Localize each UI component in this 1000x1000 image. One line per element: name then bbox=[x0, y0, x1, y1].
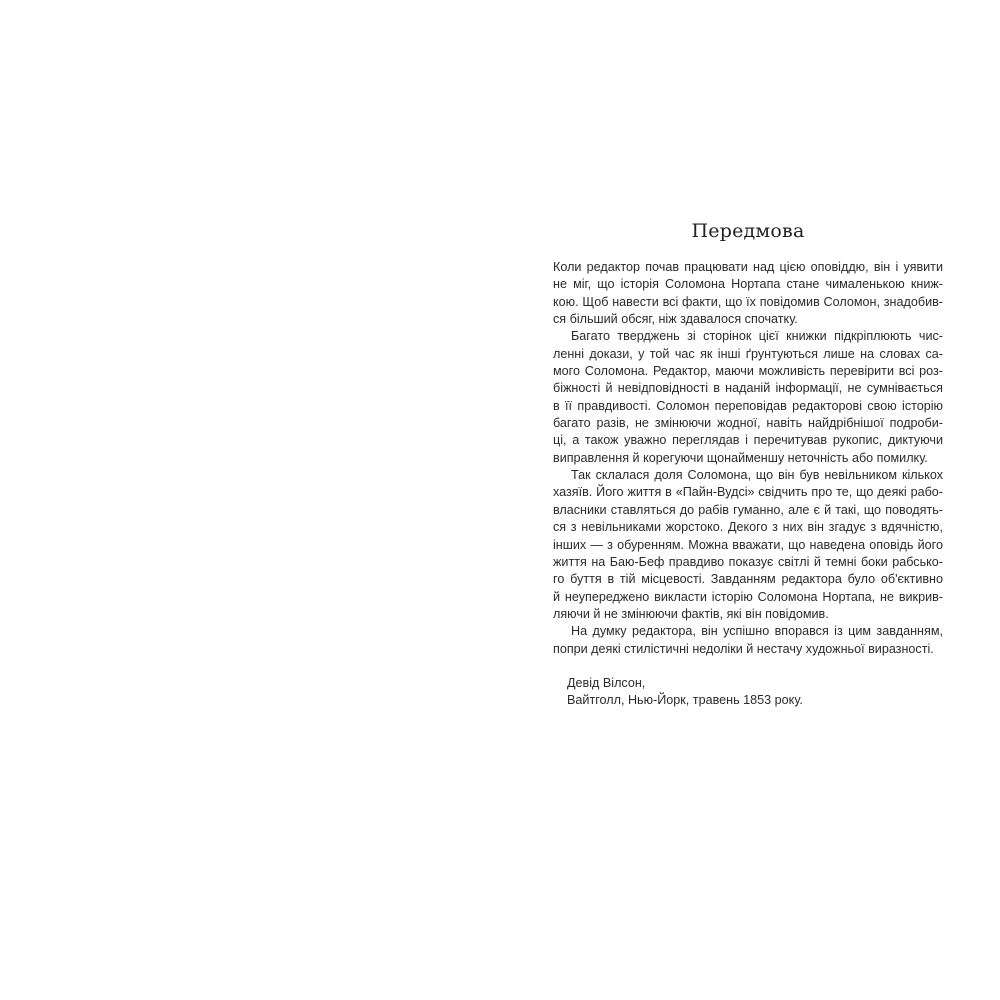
page-title: Передмова bbox=[691, 220, 805, 242]
text-line: попри деякі стилістичні недоліки й нестачу художньої виразності. bbox=[553, 641, 934, 656]
paragraph-4 bbox=[553, 623, 943, 658]
text-line: Багато тверджень зі сторінок цієї книжки підкріплюють чис- bbox=[571, 329, 943, 344]
text-line: й неупереджено викласти історію Соломона Нортапа, не викрив- bbox=[553, 589, 943, 604]
text-line: ся з невільниками жорстоко. Декого з них він згадує з вдячністю, bbox=[553, 520, 943, 535]
text-line: ці, а також уважно переглядав і перечитував рукопис, диктуючи bbox=[553, 433, 943, 448]
text-line: в її правдивості. Соломон переповідав редакторові свою історію bbox=[553, 398, 943, 413]
text-line: Коли редактор почав працювати над цією оповіддю, він і уявити bbox=[553, 260, 943, 274]
text-line: інших — з обуренням. Можна вважати, що наведена оповідь його bbox=[553, 537, 943, 552]
text-line: біжності й невідповідності в наданій інформації, не сумнівається bbox=[553, 381, 943, 396]
text-line: багато разів, не змінюючи жодної, навіть найдрібнішої подроби- bbox=[553, 416, 943, 431]
text-line: ленні докази, у той час як інші ґрунтуються лише на словах са- bbox=[553, 346, 943, 361]
text-line: не міг, що історія Соломона Нортапа стане чималенькою книж- bbox=[553, 277, 943, 292]
signature-name: Девід Вілсон, bbox=[567, 675, 646, 690]
text-line: кою. Щоб навести всі факти, що їх повідомив Соломон, знадобив- bbox=[553, 294, 943, 309]
document-page bbox=[553, 200, 943, 710]
signature-block bbox=[553, 675, 943, 710]
paragraph-3 bbox=[553, 467, 943, 623]
text-line: На думку редактора, він успішно впорався із цим завданням, bbox=[571, 624, 943, 639]
text-line: життя на Баю-Беф правдиво показує світлі й темні боки рабсько- bbox=[553, 554, 943, 569]
text-line: власники ставляться до рабів гуманно, але є й такі, що поводять- bbox=[553, 502, 943, 517]
signature-place-date: Вайтголл, Нью-Йорк, травень 1853 року. bbox=[567, 693, 803, 708]
text-line: мого Соломона. Редактор, маючи можливість перевірити всі роз- bbox=[553, 364, 943, 379]
text-line: Так склалася доля Соломона, що він був невільником кількох bbox=[571, 468, 943, 483]
paragraph-2 bbox=[553, 328, 943, 467]
text-line: ся більший обсяг, ніж здавалося спочатку. bbox=[553, 312, 798, 327]
preface-body bbox=[553, 259, 943, 710]
paragraph-1 bbox=[553, 259, 943, 328]
text-line: го буття в тій місцевості. Завданням редактора було об'єктивно bbox=[553, 572, 943, 587]
text-line: ляючи й не змінюючи фактів, які він повідомив. bbox=[553, 606, 829, 621]
text-line: хазяїв. Його життя в «Пайн-Вудсі» свідчить про те, що деякі рабо- bbox=[553, 485, 943, 500]
text-line: виправлення й корегуючи щонайменшу неточність або помилку. bbox=[553, 450, 928, 465]
